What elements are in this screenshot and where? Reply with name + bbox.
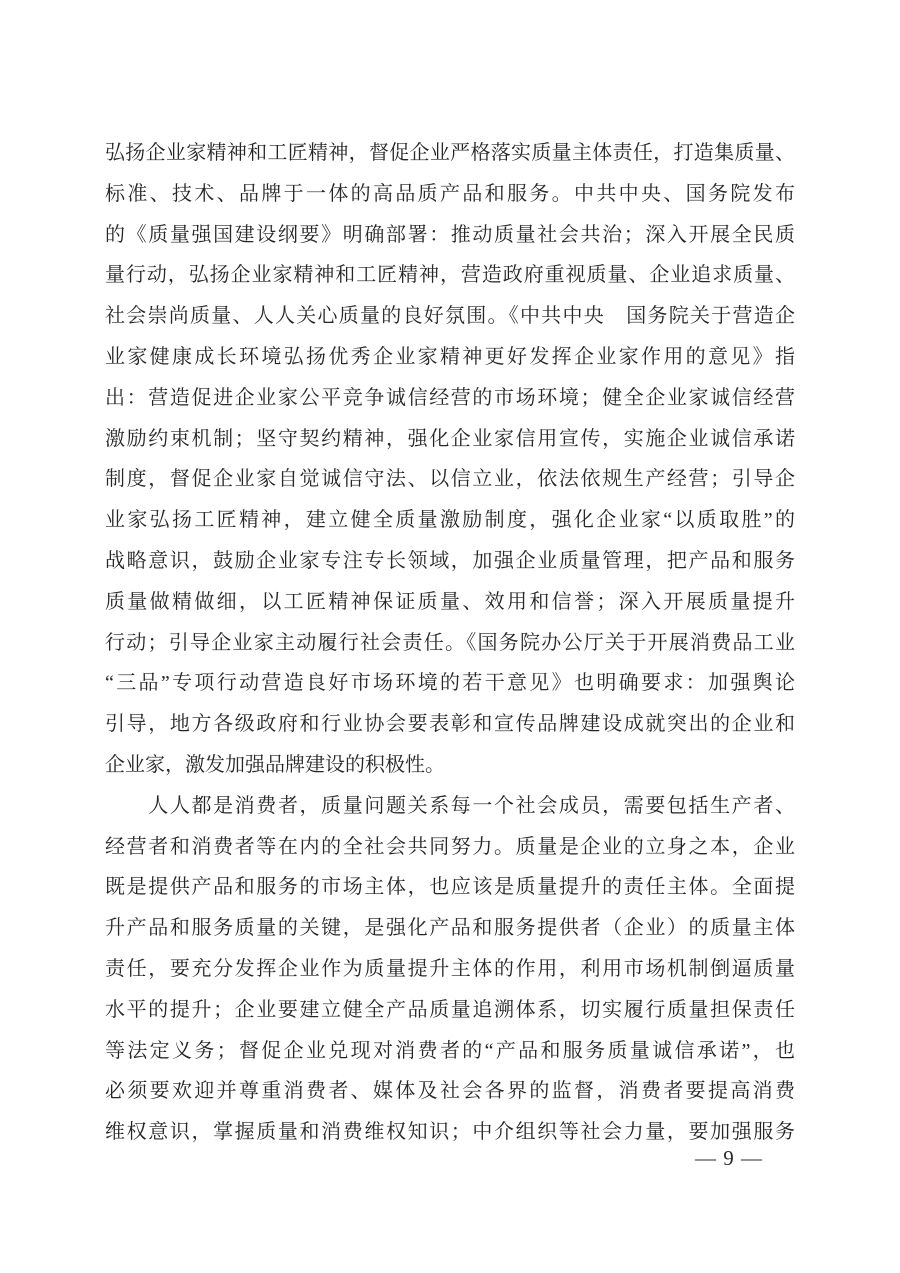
text-line: 标准、技术、品牌于一体的高品质产品和服务。中共中央、国务院发布: [105, 182, 795, 205]
text-line: 量行动，弘扬企业家精神和工匠精神，营造政府重视质量、企业追求质量、: [105, 264, 795, 287]
text-line: 弘扬企业家精神和工匠精神，督促企业严格落实质量主体责任，打造集质量、: [105, 142, 795, 164]
text-line: 责任，要充分发挥企业作为质量提升主体的作用，利用市场机制倒逼质量: [105, 957, 795, 980]
text-line: 业家健康成长环境弘扬优秀企业家精神更好发挥企业家作用的意见》指: [105, 345, 795, 368]
text-line: 既是提供产品和服务的市场主体，也应该是质量提升的责任主体。全面提: [105, 876, 795, 899]
text-line: 维权意识，掌握质量和消费维权知识；中介组织等社会力量，要加强服务: [105, 1121, 795, 1144]
text-line: 出：营造促进企业家公平竞争诚信经营的市场环境；健全企业家诚信经营: [105, 386, 795, 409]
text-line: 经营者和消费者等在内的全社会共同努力。质量是企业的立身之本，企业: [105, 835, 795, 858]
text-line: 引导，地方各级政府和行业协会要表彰和宣传品牌建设成就突出的企业和: [105, 713, 795, 736]
text-line: 激励约束机制；坚守契约精神，强化企业家信用宣传，实施企业诚信承诺: [105, 427, 795, 450]
text-line: 制度，督促企业家自觉诚信守法、以信立业，依法依规生产经营；引导企: [105, 468, 795, 491]
text-line: 等法定义务；督促企业兑现对消费者的“产品和服务质量诚信承诺”，也: [105, 1039, 795, 1062]
text-line: “三品”专项行动营造良好市场环境的若干意见》也明确要求：加强舆论: [105, 672, 795, 695]
text-line: 业家弘扬工匠精神，建立健全质量激励制度，强化企业家“以质取胜”的: [105, 509, 795, 532]
document-body: [105, 133, 795, 1153]
text-line: 行动；引导企业家主动履行社会责任。《国务院办公厅关于开展消费品工业: [105, 631, 795, 654]
text-line: 水平的提升；企业要建立健全产品质量追溯体系，切实履行质量担保责任: [105, 998, 795, 1021]
text-line: 社会崇尚质量、人人关心质量的良好氛围。《中共中央 国务院关于营造企: [105, 305, 795, 328]
text-line: 的《质量强国建设纲要》明确部署：推动质量社会共治；深入开展全民质: [105, 223, 795, 246]
text-line-paragraph-end: 企业家，激发加强品牌建设的积极性。: [105, 753, 445, 776]
text-line-paragraph-start: 人人都是消费者，质量问题关系每一个社会成员，需要包括生产者、: [105, 794, 795, 817]
text-line: 战略意识，鼓励企业家专注专长领域，加强企业质量管理，把产品和服务: [105, 549, 795, 572]
text-line: 必须要欢迎并尊重消费者、媒体及社会各界的监督，消费者要提高消费: [105, 1080, 795, 1103]
text-line: 升产品和服务质量的关键，是强化产品和服务提供者（企业）的质量主体: [105, 917, 795, 940]
text-line: 质量做精做细，以工匠精神保证质量、效用和信誉；深入开展质量提升: [105, 590, 795, 613]
page-number: — 9 —: [695, 1146, 763, 1170]
